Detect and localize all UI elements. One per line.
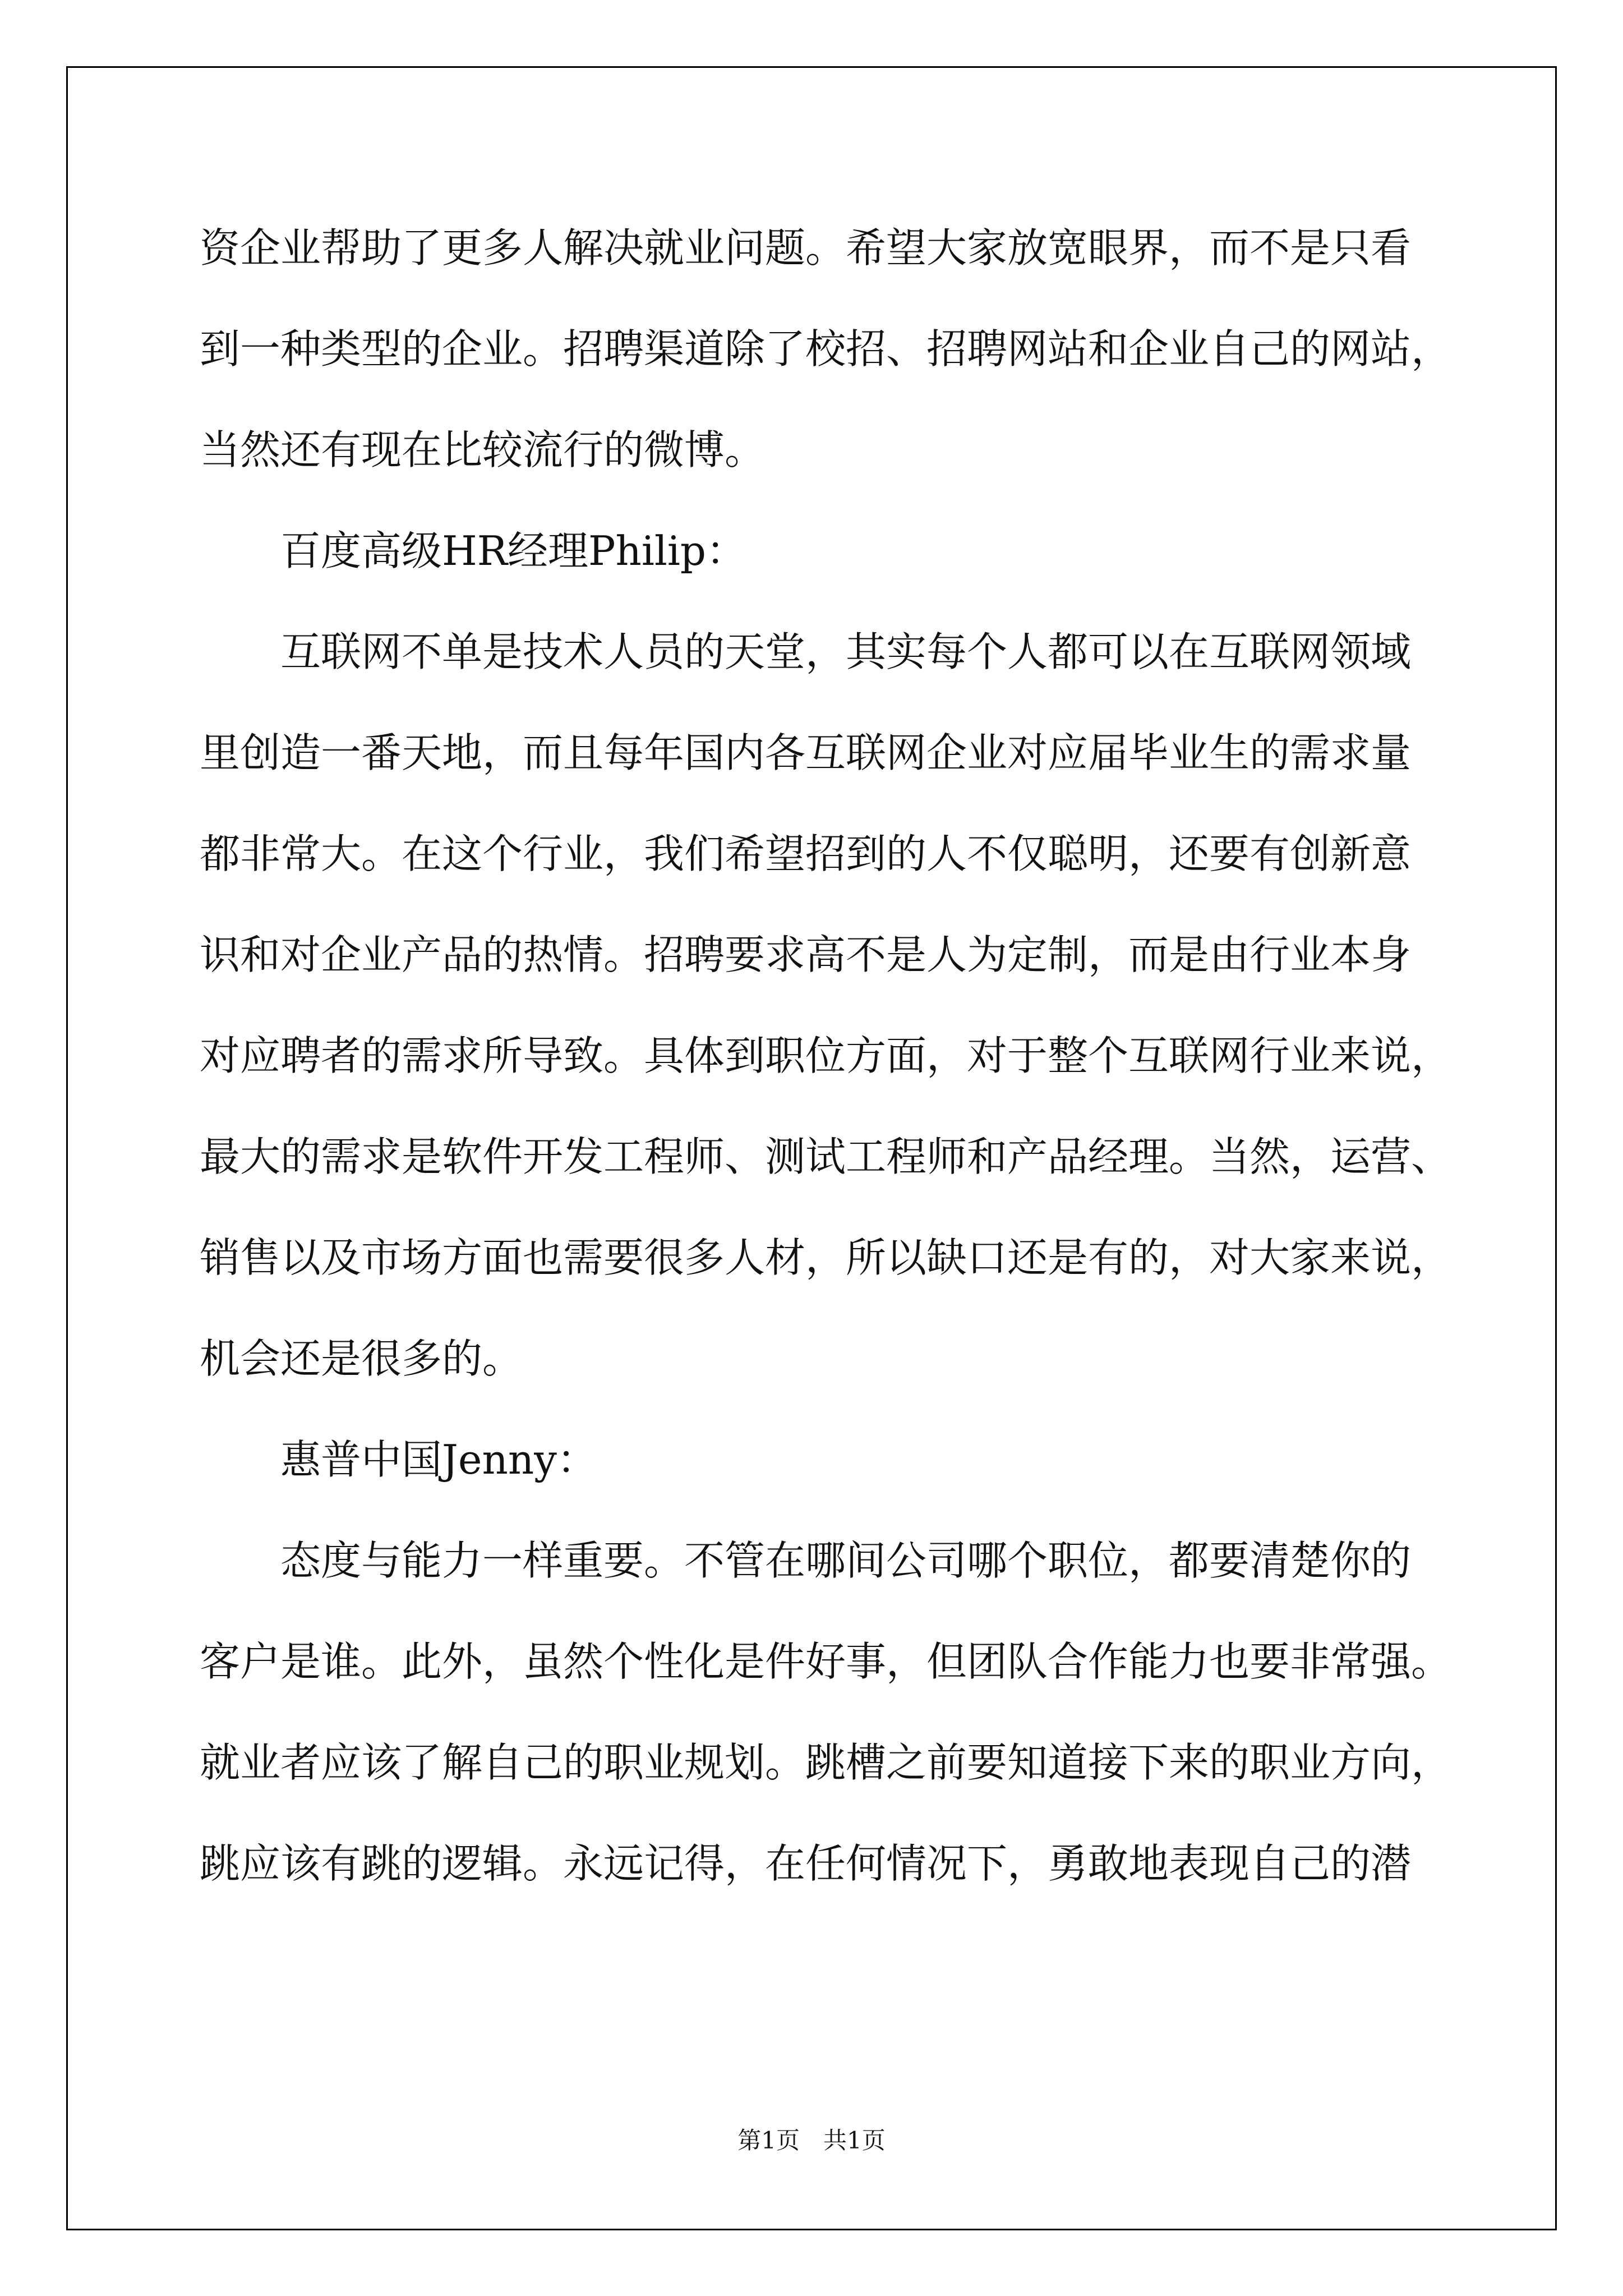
body-text-line: 销售以及市场方面也需要很多人材，所以缺口还是有的，对大家来说， bbox=[200, 1234, 1452, 1281]
body-text-line: 机会还是很多的。 bbox=[200, 1335, 523, 1382]
body-text-line: 互联网不单是技术人员的天堂，其实每个人都可以在互联网领域 bbox=[280, 628, 1412, 675]
body-text-line: 里创造一番天地，而且每年国内各互联网企业对应届毕业生的需求量 bbox=[200, 729, 1412, 776]
page-number-footer: 第1页 共1页 bbox=[737, 2127, 886, 2154]
body-text-line: 资企业帮助了更多人解决就业问题。希望大家放宽眼界，而不是只看 bbox=[200, 224, 1412, 272]
body-text-line: 到一种类型的企业。招聘渠道除了校招、招聘网站和企业自己的网站， bbox=[200, 325, 1452, 372]
body-text-line: 都非常大。在这个行业，我们希望招到的人不仅聪明，还要有创新意 bbox=[200, 830, 1412, 877]
body-text-line: 对应聘者的需求所导致。具体到职位方面，对于整个互联网行业来说， bbox=[200, 1032, 1452, 1079]
speaker-heading: 惠普中国Jenny： bbox=[280, 1436, 597, 1483]
body-text-line: 识和对企业产品的热情。招聘要求高不是人为定制，而是由行业本身 bbox=[200, 931, 1412, 978]
body-text-line: 最大的需求是软件开发工程师、测试工程师和产品经理。当然，运营、 bbox=[200, 1133, 1452, 1180]
body-text-line: 客户是谁。此外，虽然个性化是件好事，但团队合作能力也要非常强。 bbox=[200, 1638, 1452, 1685]
body-text-line: 跳应该有跳的逻辑。永远记得，在任何情况下，勇敢地表现自己的潜 bbox=[200, 1840, 1412, 1887]
body-text-line: 态度与能力一样重要。不管在哪间公司哪个职位，都要清楚你的 bbox=[280, 1537, 1412, 1584]
body-text-line: 当然还有现在比较流行的微博。 bbox=[200, 426, 766, 473]
body-text-line: 就业者应该了解自己的职业规划。跳槽之前要知道接下来的职业方向， bbox=[200, 1739, 1452, 1786]
speaker-heading: 百度高级HR经理Philip： bbox=[280, 527, 746, 574]
